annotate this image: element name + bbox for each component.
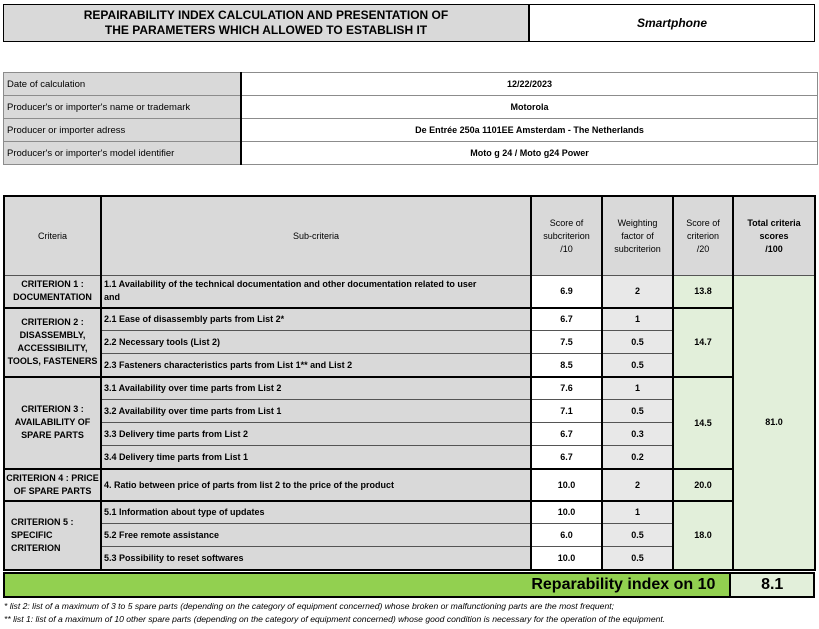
subcriterion-text: 1.1 Availability of the technical documentation and other documentation related to user bbox=[104, 279, 477, 290]
criterion-name-line: AVAILABILITY OF bbox=[14, 417, 91, 427]
criterion-name-line: CRITERION 1 : bbox=[21, 279, 84, 290]
info-row bbox=[4, 96, 818, 119]
subcriterion-label: 5.3 Possibility to reset softwares bbox=[101, 547, 531, 570]
col-criteria: Criteria bbox=[4, 196, 101, 276]
col-total-l1: Total criteria bbox=[747, 217, 801, 228]
col-weight-l1: Weighting bbox=[617, 217, 658, 228]
col-score10-l2: subcriterion bbox=[543, 230, 590, 241]
criterion-1-label bbox=[4, 276, 101, 308]
subcriterion-score: 10.0 bbox=[531, 501, 602, 524]
subcriterion-weight: 2 bbox=[602, 276, 673, 308]
criterion-score: 14.5 bbox=[673, 377, 733, 469]
col-total bbox=[733, 196, 815, 276]
subcriterion-weight: 0.2 bbox=[602, 446, 673, 469]
criterion-name-line: SPARE PARTS bbox=[21, 430, 84, 440]
table-row bbox=[4, 501, 815, 524]
subcriterion-weight: 0.5 bbox=[602, 331, 673, 354]
col-total-l2: scores bbox=[759, 230, 789, 241]
title-line-2: THE PARAMETERS WHICH ALLOWED TO ESTABLISH IT bbox=[104, 23, 428, 37]
col-weight-l2: factor of bbox=[621, 230, 654, 241]
subcriterion-score: 10.0 bbox=[531, 547, 602, 570]
criterion-2-label bbox=[4, 308, 101, 377]
info-row bbox=[4, 73, 818, 96]
criterion-name-line: ACCESSIBILITY, bbox=[17, 343, 88, 353]
producer-info-table bbox=[3, 72, 818, 165]
criterion-name-line: CRITERION 2 : bbox=[21, 317, 84, 327]
col-score10 bbox=[531, 196, 602, 276]
criterion-5-label bbox=[4, 501, 101, 570]
table-row bbox=[4, 308, 815, 331]
info-value: Motorola bbox=[241, 96, 818, 119]
info-row bbox=[4, 142, 818, 165]
col-total-l3: /100 bbox=[765, 243, 783, 254]
col-score20-l2: criterion bbox=[686, 230, 719, 241]
col-score10-l3: /10 bbox=[560, 243, 573, 254]
subcriterion-label: 5.1 Information about type of updates bbox=[101, 501, 531, 524]
criterion-name-line: CRITERION bbox=[11, 542, 61, 553]
col-score10-l1: Score of bbox=[549, 217, 584, 228]
title-line-1: REPAIRABILITY INDEX CALCULATION AND PRESENTATION OF bbox=[83, 8, 449, 22]
criterion-name-line: DOCUMENTATION bbox=[13, 292, 92, 303]
subcriterion-weight: 0.5 bbox=[602, 524, 673, 547]
criterion-name-line: CRITERION 3 : bbox=[21, 404, 84, 414]
subcriterion-weight: 0.5 bbox=[602, 354, 673, 377]
subcriterion-weight: 2 bbox=[602, 469, 673, 501]
table-row bbox=[4, 276, 815, 308]
col-score20 bbox=[673, 196, 733, 276]
subcriterion-score: 6.0 bbox=[531, 524, 602, 547]
subcriterion-score: 7.5 bbox=[531, 331, 602, 354]
reparability-index-bar bbox=[3, 572, 815, 598]
criterion-name-line: CRITERION 4 : PRICE bbox=[6, 472, 99, 483]
subcriterion-label bbox=[101, 276, 531, 308]
subcriterion-score: 6.7 bbox=[531, 446, 602, 469]
col-weight-l3: subcriterion bbox=[614, 243, 661, 254]
footnote-list-1: ** list 1: list of a maximum of 10 other spare parts (depending on the category of equipment concerned) whose good condition is necessary for the operation of the equipment. bbox=[4, 614, 666, 624]
col-weight bbox=[602, 196, 673, 276]
product-category: Smartphone bbox=[529, 5, 815, 42]
criterion-name-line: CRITERION 5 : bbox=[11, 516, 74, 527]
criterion-3-label bbox=[4, 377, 101, 469]
subcriterion-label: 3.4 Delivery time parts from List 1 bbox=[101, 446, 531, 469]
subcriterion-label: 3.3 Delivery time parts from List 2 bbox=[101, 423, 531, 446]
criterion-4-label bbox=[4, 469, 101, 501]
subcriterion-score: 6.7 bbox=[531, 423, 602, 446]
header-row bbox=[4, 196, 815, 276]
subcriterion-score: 6.7 bbox=[531, 308, 602, 331]
subcriterion-score: 7.6 bbox=[531, 377, 602, 400]
subcriterion-text: and bbox=[104, 292, 121, 303]
table-row bbox=[4, 469, 815, 501]
reparability-index-label: Reparability index on 10 bbox=[5, 574, 729, 596]
subcriterion-label: 3.2 Availability over time parts from List 1 bbox=[101, 400, 531, 423]
info-value: Moto g 24 / Moto g24 Power bbox=[241, 142, 818, 165]
col-score20-l3: /20 bbox=[696, 243, 710, 254]
subcriterion-label: 4. Ratio between price of parts from list 2 to the price of the product bbox=[101, 469, 531, 501]
subcriterion-label: 2.3 Fasteners characteristics parts from List 1** and List 2 bbox=[101, 354, 531, 377]
criterion-score: 18.0 bbox=[673, 501, 733, 570]
subcriterion-weight: 0.5 bbox=[602, 400, 673, 423]
subcriterion-score: 7.1 bbox=[531, 400, 602, 423]
info-label: Producer's or importer's name or trademark bbox=[4, 96, 242, 119]
subcriterion-weight: 0.5 bbox=[602, 547, 673, 570]
subcriterion-score: 10.0 bbox=[531, 469, 602, 501]
title-block bbox=[3, 4, 815, 42]
subcriterion-label: 5.2 Free remote assistance bbox=[101, 524, 531, 547]
subcriterion-label: 2.2 Necessary tools (List 2) bbox=[101, 331, 531, 354]
info-value: De Entrée 250a 1101EE Amsterdam - The Netherlands bbox=[241, 119, 818, 142]
subcriterion-weight: 1 bbox=[602, 308, 673, 331]
subcriterion-score: 6.9 bbox=[531, 276, 602, 308]
criterion-name-line: OF SPARE PARTS bbox=[13, 485, 92, 496]
col-sub-criteria: Sub-criteria bbox=[101, 196, 531, 276]
info-label: Producer or importer adress bbox=[4, 119, 242, 142]
document-title bbox=[4, 5, 530, 42]
info-label: Producer's or importer's model identifier bbox=[4, 142, 242, 165]
subcriterion-weight: 1 bbox=[602, 377, 673, 400]
criterion-name-line: SPECIFIC bbox=[11, 529, 53, 540]
criterion-score: 20.0 bbox=[673, 469, 733, 501]
criteria-table bbox=[3, 195, 816, 571]
criterion-score: 14.7 bbox=[673, 308, 733, 377]
reparability-index-value: 8.1 bbox=[729, 574, 813, 596]
subcriterion-label: 3.1 Availability over time parts from List 2 bbox=[101, 377, 531, 400]
criterion-name-line: TOOLS, FASTENERS bbox=[7, 356, 98, 366]
info-value: 12/22/2023 bbox=[241, 73, 818, 96]
info-row bbox=[4, 119, 818, 142]
subcriterion-label: 2.1 Ease of disassembly parts from List 2* bbox=[101, 308, 531, 331]
table-row bbox=[4, 377, 815, 400]
subcriterion-weight: 1 bbox=[602, 501, 673, 524]
subcriterion-score: 8.5 bbox=[531, 354, 602, 377]
criterion-name-line: DISASSEMBLY, bbox=[19, 330, 86, 340]
col-score20-l1: Score of bbox=[686, 217, 720, 228]
total-criteria-score: 81.0 bbox=[733, 276, 815, 570]
info-label: Date of calculation bbox=[4, 73, 242, 96]
subcriterion-weight: 0.3 bbox=[602, 423, 673, 446]
footnote-list-2: * list 2: list of a maximum of 3 to 5 spare parts (depending on the category of equipment concerned) whose broken or malfunctioning parts are the most frequent; bbox=[4, 601, 615, 611]
criterion-score: 13.8 bbox=[673, 276, 733, 308]
